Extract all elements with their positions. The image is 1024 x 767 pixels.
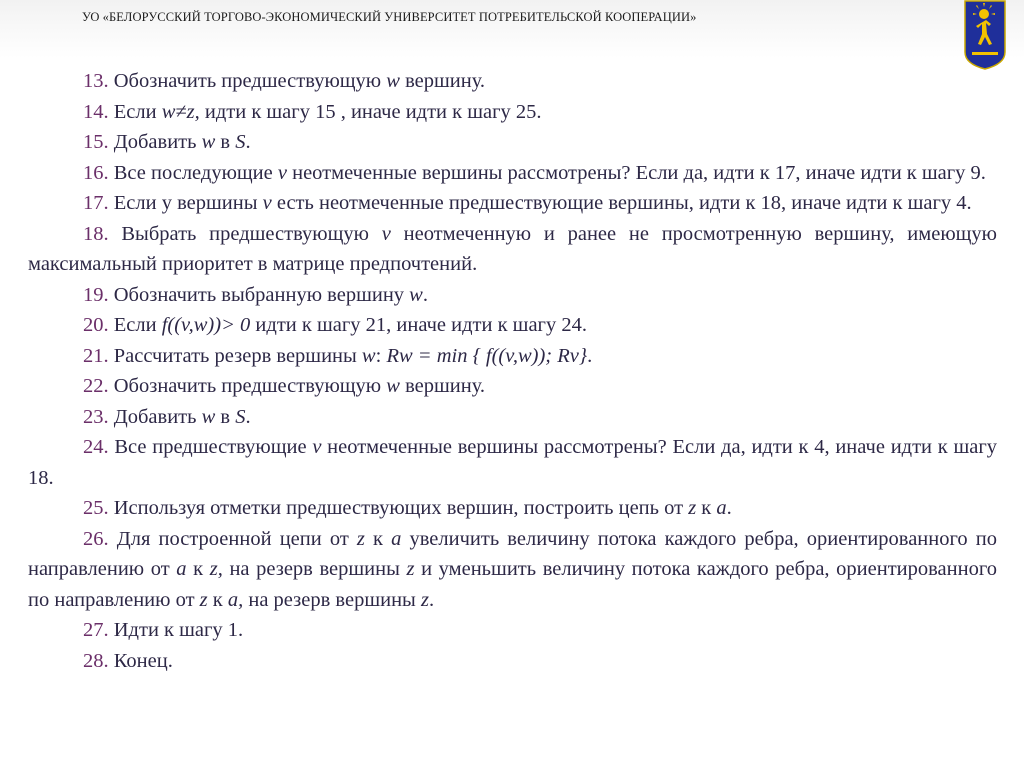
step-formula: Rw = min { f((v,w)); Rv} (386, 344, 588, 367)
step-text: Обозначить предшествующую (108, 375, 387, 397)
step-text: . (428, 588, 435, 611)
step-text: . (245, 405, 251, 428)
step-var: z (406, 558, 415, 580)
step-text: Для построенной цепи от (108, 527, 357, 550)
step-text: на резерв вершины (243, 588, 421, 611)
step-var: w (386, 70, 400, 92)
step-27 (28, 615, 997, 646)
step-text: . (587, 344, 593, 367)
step-text: Если (108, 314, 162, 336)
step-26 (28, 524, 997, 616)
step-text: увеличить величину потока каждого ребра, ориентированного по направлению от (28, 527, 997, 580)
step-number: 27. (83, 619, 109, 641)
step-var: w≠z, (161, 100, 200, 123)
step-var: S (235, 131, 246, 153)
step-text: Обозначить предшествующую (108, 70, 387, 92)
step-var: v (277, 161, 287, 184)
step-text: неотмеченные вершины рассмотрены? Если да, идти к 4, иначе идти к шагу 18. (28, 436, 998, 489)
step-text: и уменьшить величину потока каждого ребра, ориентированного по направлению от (28, 558, 997, 611)
step-number: 16. (83, 161, 109, 184)
step-text: неотмеченные вершины рассмотрены? Если да, идти к 17, иначе идти к шагу 9. (286, 161, 986, 184)
step-text: идти к шагу 21, иначе идти к шагу 24. (250, 314, 587, 336)
step-var: w (201, 131, 216, 153)
step-23 (28, 402, 997, 433)
step-number: 24. (83, 436, 109, 458)
step-text: . (245, 131, 251, 153)
step-var: z (199, 588, 208, 611)
step-number: 25. (83, 497, 109, 519)
step-var: w (201, 405, 216, 428)
step-text: Добавить (108, 131, 202, 153)
step-number: 21. (83, 344, 109, 367)
step-text: Используя отметки предшествующих вершин, построить цепь от (108, 497, 689, 519)
step-text: вершину. (399, 375, 486, 397)
step-number: 14. (83, 100, 109, 123)
step-var: v (262, 192, 272, 214)
step-text: Конец. (108, 649, 173, 672)
step-var: a (716, 497, 727, 519)
step-text: к (186, 558, 210, 580)
step-var: z, (209, 558, 223, 580)
university-title: УО «БЕЛОРУССКИЙ ТОРГОВО-ЭКОНОМИЧЕСКИЙ УНИВЕРСИТЕТ ПОТРЕБИТЕЛЬСКОЙ КООПЕРАЦИИ» (82, 10, 697, 24)
step-text: . (422, 283, 428, 306)
step-text: . (726, 497, 732, 519)
header-band (0, 0, 1024, 58)
step-24 (28, 432, 997, 493)
step-number: 20. (83, 314, 109, 336)
step-28 (28, 646, 997, 677)
step-18 (28, 219, 997, 280)
step-var: z (420, 588, 429, 611)
step-text: к (207, 588, 228, 611)
step-number: 15. (83, 131, 109, 153)
algorithm-steps (28, 66, 997, 676)
step-text: Если у вершины (108, 192, 263, 214)
step-number: 28. (83, 649, 109, 672)
step-text: : (375, 344, 387, 367)
step-var: z (356, 527, 365, 550)
step-number: 18. (83, 222, 109, 245)
step-var: w (386, 375, 400, 397)
step-var: v (312, 436, 322, 458)
step-text: к (696, 497, 717, 519)
step-number: 26. (83, 527, 109, 550)
step-text: Выбрать предшествующую (108, 222, 382, 245)
step-text: Идти к шагу 1. (108, 619, 244, 641)
step-number: 13. (83, 70, 109, 92)
step-number: 19. (83, 283, 109, 306)
step-var: z (688, 497, 697, 519)
step-text: к (364, 527, 392, 550)
step-number: 17. (83, 192, 109, 214)
step-text: идти к шагу 15 , иначе идти к шагу 25. (199, 100, 542, 123)
step-var: w (409, 283, 423, 306)
step-16 (28, 158, 997, 189)
step-formula: f((v,w))> 0 (161, 314, 251, 336)
step-text: вершину. (399, 70, 486, 92)
step-text: неотмеченную и ранее не просмотренную вершину, имеющую максимальный приоритет в матрице предпочтений. (28, 222, 997, 275)
step-text: Обозначить выбранную вершину (108, 283, 410, 306)
step-17 (28, 188, 997, 219)
step-14 (28, 97, 997, 128)
step-text: Рассчитать резерв вершины (108, 344, 362, 367)
step-text: в (215, 131, 236, 153)
step-text: Добавить (108, 405, 202, 428)
step-21 (28, 341, 997, 372)
step-var: S (235, 405, 246, 428)
step-text: на резерв вершины (222, 558, 407, 580)
step-15 (28, 127, 997, 158)
step-22 (28, 371, 997, 402)
step-var: a (391, 527, 402, 550)
step-20 (28, 310, 997, 341)
step-var: a, (227, 588, 244, 611)
step-text: Если (108, 100, 162, 123)
university-crest-icon (964, 0, 1006, 70)
step-25 (28, 493, 997, 524)
step-text: есть неотмеченные предшествующие вершины, идти к 18, иначе идти к шагу 4. (271, 192, 972, 214)
step-19 (28, 280, 997, 311)
step-number: 23. (83, 405, 109, 428)
step-text: Все последующие (108, 161, 278, 184)
step-text: Все предшествующие (108, 436, 313, 458)
step-var: v (381, 222, 391, 245)
step-number: 22. (83, 375, 109, 397)
step-text: в (215, 405, 236, 428)
step-var: a (176, 558, 187, 580)
step-13 (28, 66, 997, 97)
step-var: w (361, 344, 376, 367)
